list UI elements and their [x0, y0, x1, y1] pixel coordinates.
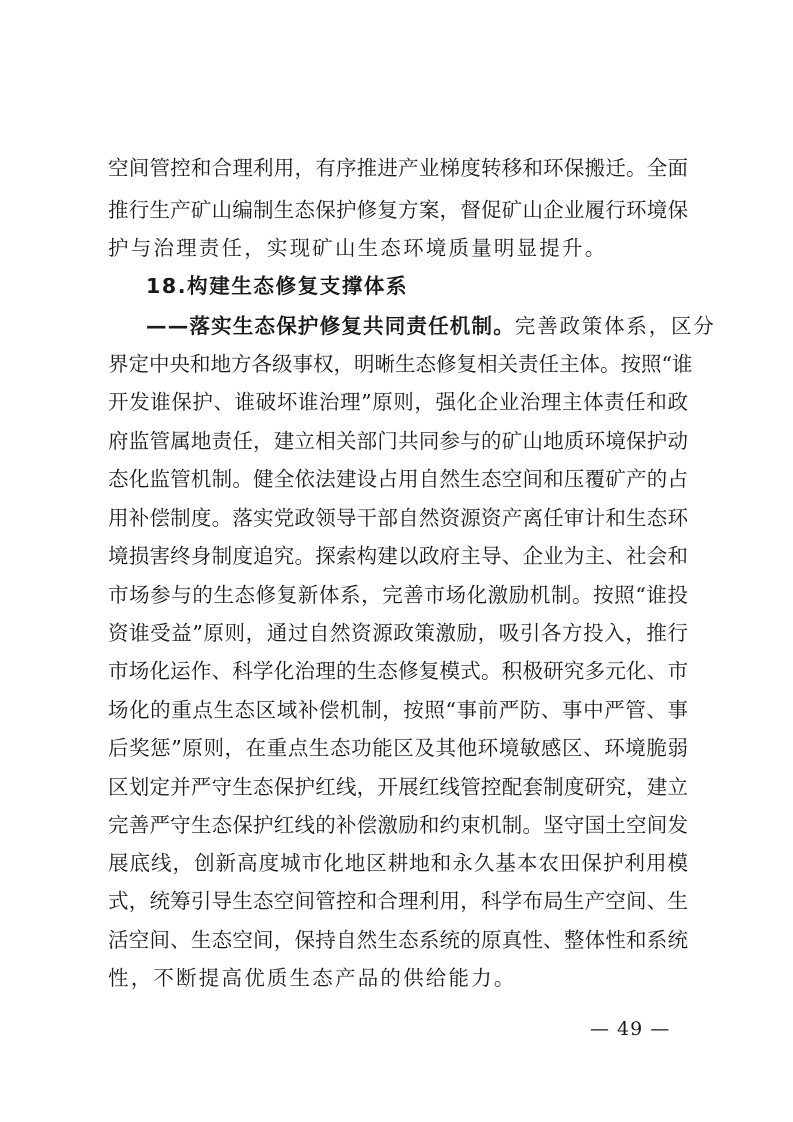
body-text-line: 空间管控和合理利用，有序推进产业梯度转移和环保搬迁。全面 [108, 156, 688, 180]
body-text-line: 性，不断提高优质生态产品的供给能力。 [108, 966, 517, 990]
paragraph-first-line-rest: 完善政策体系，区分 [514, 314, 716, 338]
body-text-line: 境损害终身制度追究。探索构建以政府主导、企业为主、社会和 [108, 544, 688, 568]
page-number: — 49 — [590, 1018, 671, 1040]
body-text-line: 开发谁保护、谁破坏谁治理”原则，强化企业治理主体责任和政 [108, 390, 688, 414]
body-text-line: 展底线，创新高度城市化地区耕地和永久基本农田保护利用模 [108, 851, 688, 875]
body-text-line: 场化的重点生态区域补偿机制，按照“事前严防、事中严管、事 [108, 698, 688, 722]
body-text-line: 府监管属地责任，建立相关部门共同参与的矿山地质环境保护动 [108, 429, 688, 453]
section-heading: 18.构建生态修复支撑体系 [146, 274, 409, 298]
body-text-line: 后奖惩”原则，在重点生态功能区及其他环境敏感区、环境脆弱 [108, 736, 688, 760]
paragraph-lead-heading: ——落实生态保护修复共同责任机制。 [146, 314, 515, 338]
body-text-line: 完善严守生态保护红线的补偿激励和约束机制。坚守国土空间发 [108, 813, 688, 837]
body-text-line: 资谁受益”原则，通过自然资源政策激励，吸引各方投入，推行 [108, 621, 688, 645]
body-text-line: 态化监管机制。健全依法建设占用自然生态空间和压覆矿产的占 [108, 467, 688, 491]
body-text-line: 区划定并严守生态保护红线，开展红线管控配套制度研究，建立 [108, 775, 688, 799]
body-text-line: 用补偿制度。落实党政领导干部自然资源资产离任审计和生态环 [108, 506, 688, 530]
body-text-line: 活空间、生态空间，保持自然生态系统的原真性、整体性和系统 [108, 928, 688, 952]
body-text-line: 市场参与的生态修复新体系，完善市场化激励机制。按照“谁投 [108, 583, 688, 607]
body-text-line: 式，统筹引导生态空间管控和合理利用，科学布局生产空间、生 [108, 889, 688, 913]
body-text-line: 界定中央和地方各级事权，明晰生态修复相关责任主体。按照“谁 [108, 352, 693, 376]
body-text-line: 推行生产矿山编制生态保护修复方案，督促矿山企业履行环境保 [108, 198, 688, 222]
paragraph-first-line [146, 314, 716, 338]
body-text-line: 护与治理责任，实现矿山生态环境质量明显提升。 [108, 236, 608, 260]
body-text-line: 市场化运作、科学化治理的生态修复模式。积极研究多元化、市 [108, 659, 688, 683]
